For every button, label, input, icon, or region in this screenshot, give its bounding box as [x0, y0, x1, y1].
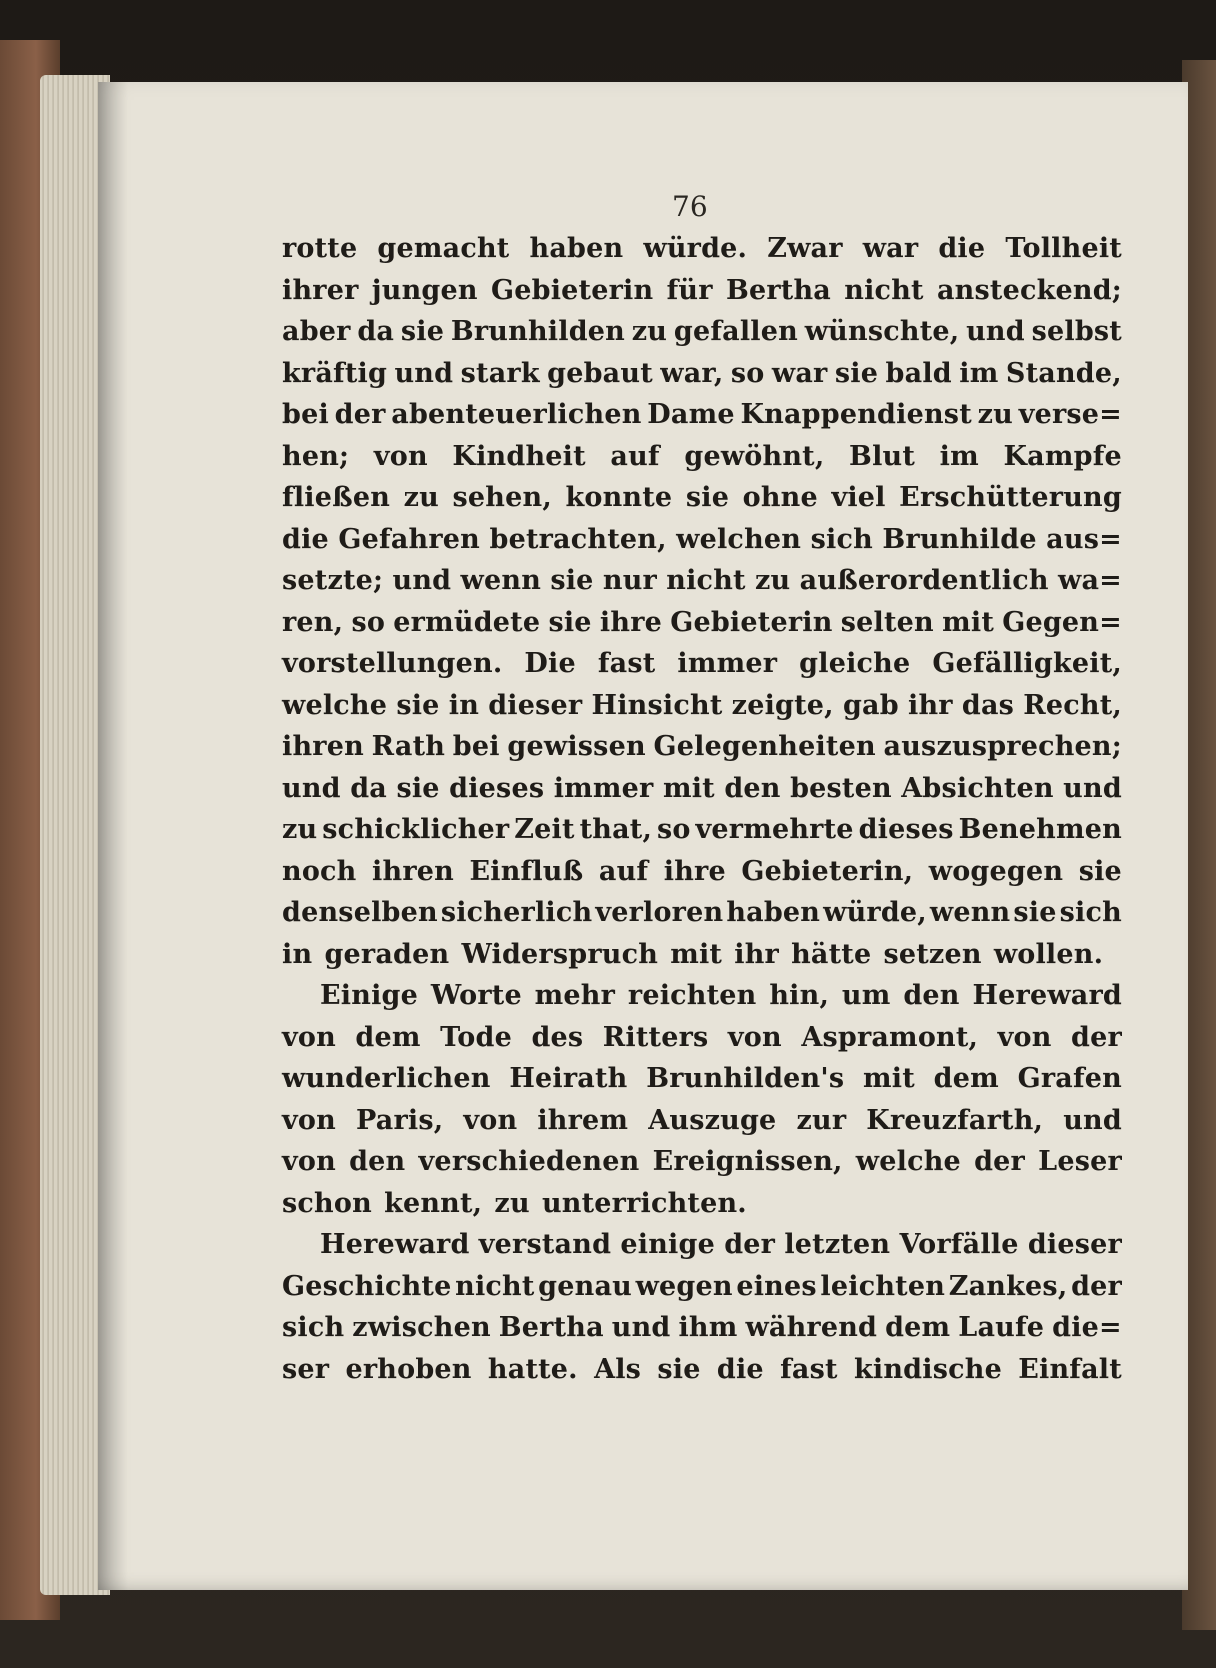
text-line: denselben sicherlich verloren haben würde, wenn sie sich [282, 897, 1122, 928]
text-line: ren, so ermüdete sie ihre Gebieterin selten mit Gegen= [282, 606, 1122, 638]
text-line: ihrer jungen Gebieterin für Bertha nicht ansteckend; [282, 274, 1122, 306]
text-line: Hereward verstand einige der letzten Vorfälle dieser [320, 1229, 1122, 1260]
text-line: und da sie dieses immer mit den besten Absichten und [282, 772, 1122, 804]
text-line: von Paris, von ihrem Auszuge zur Kreuzfarth, und [282, 1104, 1122, 1136]
text-line: fließen zu sehen, konnte sie ohne viel Erschütterung [282, 482, 1122, 513]
text-line: von dem Tode des Ritters von Aspramont, von der [282, 1021, 1122, 1053]
text-line: ser erhoben hatte. Als sie die fast kindische Einfalt [282, 1353, 1122, 1385]
text-line: hen; von Kindheit auf gewöhnt, Blut im Kampfe [282, 440, 1122, 472]
text-line: welche sie in dieser Hinsicht zeigte, gab ihr das Recht, [282, 689, 1122, 721]
text-line: in geraden Widerspruch mit ihr hätte setzen wollen. [282, 938, 1104, 970]
text-line: die Gefahren betrachten, welchen sich Brunhilde aus= [282, 523, 1122, 555]
text-line: von den verschiedenen Ereignissen, welche der Leser [282, 1146, 1122, 1177]
text-line: Geschichte nicht genau wegen eines leichten Zankes, der [282, 1270, 1122, 1302]
text-line: setzte; und wenn sie nur nicht zu außerordentlich wa= [282, 565, 1122, 596]
text-line: schon kennt, zu unterrichten. [282, 1187, 747, 1219]
spine-shadow [98, 82, 128, 1590]
text-line: noch ihren Einfluß auf ihre Gebieterin, wogegen sie [282, 855, 1122, 887]
text-line: bei der abenteuerlichen Dame Knappendienst zu verse= [282, 399, 1122, 430]
text-line: ihren Rath bei gewissen Gelegenheiten auszusprechen; [282, 731, 1122, 762]
text-line: vorstellungen. Die fast immer gleiche Gefälligkeit, [282, 648, 1122, 679]
body-text [282, 228, 1122, 1390]
text-line: zu schicklicher Zeit that, so vermehrte dieses Benehmen [282, 814, 1122, 845]
text-line: sich zwischen Bertha und ihm während dem Laufe die= [282, 1312, 1122, 1343]
text-line: wunderlichen Heirath Brunhilden's mit dem Grafen [282, 1063, 1122, 1094]
text-line: Einige Worte mehr reichten hin, um den Hereward [320, 980, 1122, 1011]
text-line: kräftig und stark gebaut war, so war sie bald im Stande, [282, 357, 1122, 389]
page-number: 76 [672, 190, 708, 223]
text-line: aber da sie Brunhilden zu gefallen wünschte, und selbst [282, 316, 1122, 347]
text-line: rotte gemacht haben würde. Zwar war die Tollheit [282, 233, 1122, 264]
